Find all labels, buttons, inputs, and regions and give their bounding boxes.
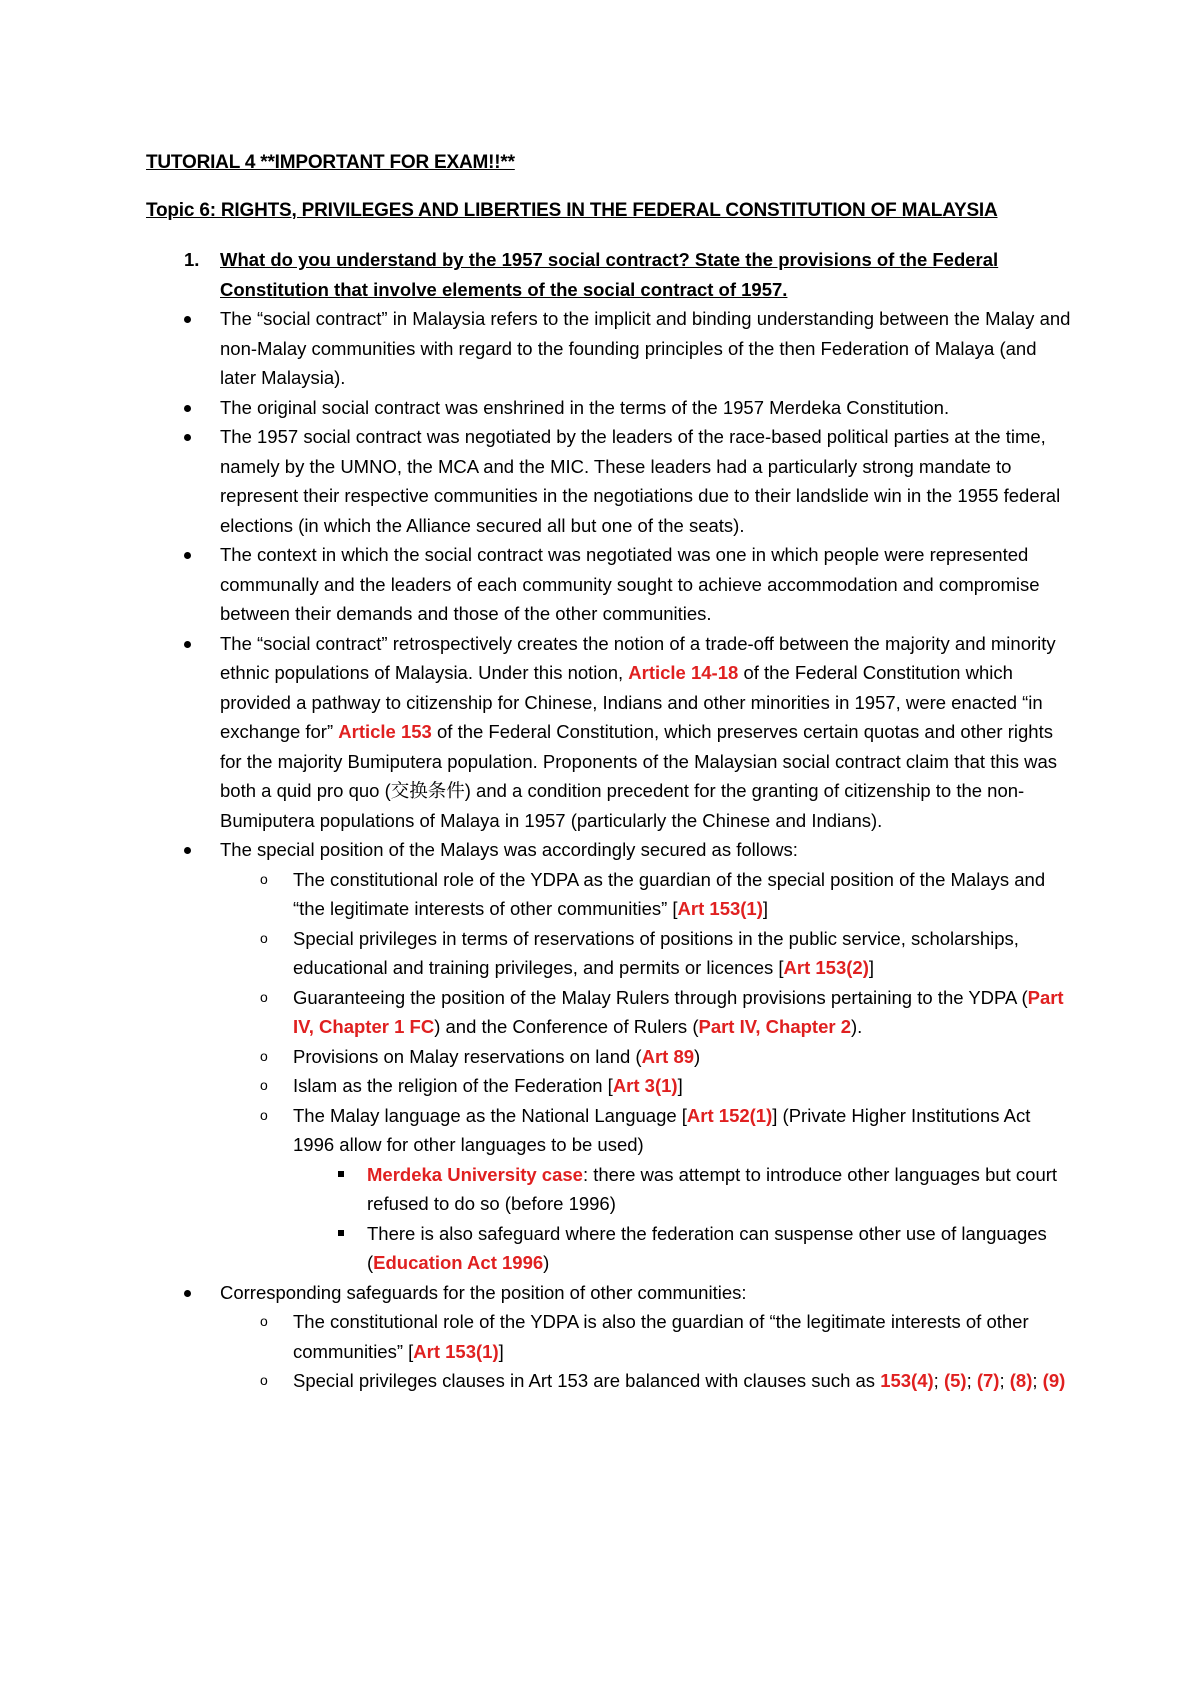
sub-item — [260, 1042, 1075, 1072]
sub-item — [260, 1307, 1075, 1366]
article-reference: Part IV, Chapter 2 — [698, 1016, 852, 1037]
item-text: ; — [933, 1370, 944, 1391]
item-text: There is also safeguard where the federation can suspense other use of languages ( — [367, 1222, 1047, 1273]
item-text: The context in which the social contract was negotiated was one in which people were represented communally and the leaders of each community sought to achieve accommodation and compromise between their demands and those of the other communities. — [220, 544, 1040, 624]
circle-bullet-icon: o — [260, 1372, 268, 1388]
page-title: TUTORIAL 4 **IMPORTANT FOR EXAM!!** — [146, 152, 515, 173]
article-reference: Art 3(1) — [612, 1075, 678, 1096]
article-reference: Art 153(2) — [783, 957, 869, 978]
square-bullet-icon — [338, 1230, 344, 1236]
bullet-icon — [184, 641, 191, 648]
article-reference: Article 14-18 — [628, 662, 739, 683]
list-item — [220, 835, 1075, 865]
item-text: The Malay language as the National Language [ — [293, 1104, 687, 1126]
item-text: ; — [1032, 1370, 1043, 1391]
item-text: ] (Private Higher Institutions Act 1996 allow for other languages to be used) — [293, 1104, 1031, 1155]
article-reference: Art 152(1) — [686, 1104, 773, 1126]
article-reference: (8) — [1009, 1370, 1033, 1391]
bullet-icon — [184, 434, 191, 441]
sub-item — [260, 865, 1075, 924]
article-reference: Education Act 1996 — [373, 1252, 544, 1273]
item-text: The original social contract was enshrined in the terms of the 1957 Merdeka Constitution. — [220, 396, 950, 418]
item-text: ] — [677, 1075, 683, 1096]
sub-item — [260, 983, 1075, 1042]
item-text: ] — [868, 957, 875, 978]
answer-list — [220, 304, 1075, 1396]
item-text: Corresponding safeguards for the position of other communities: — [220, 1281, 747, 1303]
circle-bullet-icon: o — [260, 1047, 268, 1064]
sub-item — [260, 1101, 1075, 1160]
article-reference: Art 153(1) — [677, 898, 763, 919]
bullet-icon — [184, 405, 191, 412]
sub-sub-item — [367, 1219, 1075, 1278]
article-reference: 153(4) — [880, 1370, 934, 1391]
list-item — [220, 1278, 1075, 1308]
circle-bullet-icon: o — [260, 1077, 268, 1093]
bullet-icon — [184, 316, 191, 323]
item-text: The special position of the Malays was accordingly secured as follows: — [220, 839, 798, 860]
article-reference: (7) — [976, 1370, 1000, 1391]
circle-bullet-icon: o — [260, 1313, 268, 1329]
item-text: The 1957 social contract was negotiated by the leaders of the race-based political parties at the time, namely by the UMNO, the MCA and the MIC. These leaders had a particularly strong mandate to represent their respective communities in the negotiations due to their landslide win in the 1955 federal elections (in which the Alliance secured all but one of the seats). — [220, 426, 1061, 536]
item-text: Provisions on Malay reservations on land ( — [293, 1045, 642, 1067]
item-text: Islam as the religion of the Federation [ — [293, 1075, 613, 1096]
bullet-icon — [184, 552, 191, 559]
list-item — [220, 393, 1075, 423]
article-reference: Article 153 — [338, 721, 432, 742]
list-item — [220, 540, 1075, 629]
list-item — [220, 304, 1075, 393]
item-text: The constitutional role of the YDPA as the guardian of the special position of the Malays and “the legitimate interests of other communities” [ — [293, 868, 1046, 919]
topic-heading: Topic 6: RIGHTS, PRIVILEGES AND LIBERTIES IN THE FEDERAL CONSTITUTION OF MALAYSIA — [146, 200, 998, 221]
bullet-icon — [184, 1290, 191, 1297]
item-text: The constitutional role of the YDPA is also the guardian of “the legitimate interests of other communities” [ — [293, 1311, 1029, 1362]
item-text: The “social contract” in Malaysia refers to the implicit and binding understanding between the Malay and non-Malay communities with regard to the founding principles of the then Federation of Malaya (and later Malaysia). — [220, 308, 1071, 388]
circle-bullet-icon: o — [260, 988, 268, 1005]
item-text: ) — [543, 1252, 550, 1273]
article-reference: Art 89 — [641, 1045, 695, 1067]
article-reference: (5) — [943, 1370, 967, 1391]
item-text: Special privileges clauses in Art 153 are balanced with clauses such as — [293, 1370, 881, 1391]
item-text: ). — [851, 1016, 863, 1037]
item-text: ] — [762, 898, 769, 919]
item-text: of the Federal Constitution, which preserves certain quotas and other rights for the majority Bumiputera population. Proponents of the Malaysian social contract claim that this was both a quid pro quo (交换条件) and a condition precedent for the granting of citizenship to the non-Bumiputera populations of Malaya in 1957 (particularly the Chinese and Indians). — [220, 721, 1058, 831]
question-number: 1. — [184, 249, 200, 270]
list-item — [220, 422, 1075, 540]
item-text: The “social contract” retrospectively creates the notion of a trade-off between the majority and minority ethnic populations of Malaysia. Under this notion, — [220, 632, 1056, 683]
item-text: ) — [694, 1045, 701, 1067]
article-reference: Part IV, Chapter 1 FC — [293, 986, 1064, 1037]
square-bullet-icon — [338, 1171, 344, 1177]
item-text: Special privileges in terms of reservations of positions in the public service, scholarships, educational and training privileges, and permits or licences [ — [293, 927, 1019, 978]
sub-item — [260, 1071, 1075, 1101]
question-text: What do you understand by the 1957 social contract? State the provisions of the Federal Constitution that involve elements of the social contract of 1957. — [220, 249, 999, 300]
sub-item — [260, 1366, 1075, 1396]
circle-bullet-icon: o — [260, 1106, 268, 1123]
item-text: ] — [498, 1340, 504, 1362]
list-item — [220, 629, 1075, 836]
circle-bullet-icon: o — [260, 870, 268, 887]
item-text: of the Federal Constitution which provided a pathway to citizenship for Chinese, Indians and other minorities in 1957, were enacted “in exchange for” — [220, 662, 1043, 742]
item-text: ; — [966, 1370, 977, 1391]
article-reference: Art 153(1) — [413, 1340, 499, 1362]
bullet-icon — [184, 847, 191, 854]
sub-sub-item — [367, 1160, 1075, 1219]
case-reference: Merdeka University case — [367, 1163, 583, 1185]
item-text: ; — [999, 1370, 1010, 1391]
sub-item — [260, 924, 1075, 983]
circle-bullet-icon: o — [260, 929, 268, 946]
item-text: ) and the Conference of Rulers ( — [434, 1016, 699, 1037]
item-text: Guaranteeing the position of the Malay Rulers through provisions pertaining to the YDPA ( — [293, 986, 1028, 1008]
item-text: : there was attempt to introduce other languages but court refused to do so (before 1996) — [367, 1163, 1058, 1214]
article-reference: (9) — [1042, 1370, 1066, 1391]
